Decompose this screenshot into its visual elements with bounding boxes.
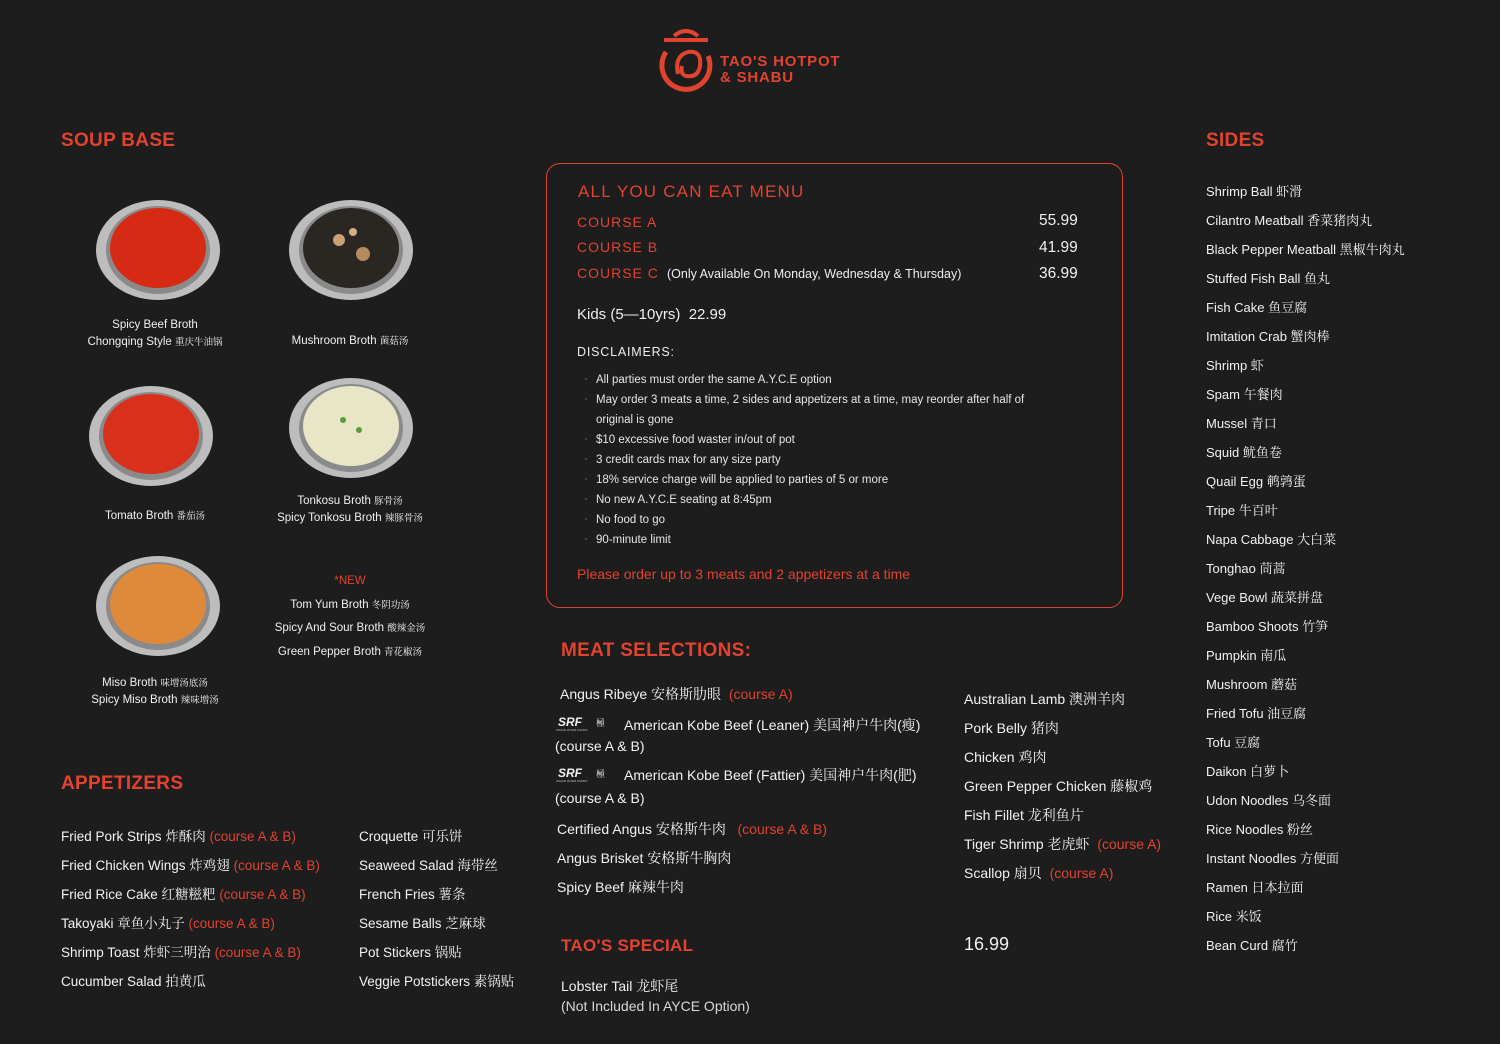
side-item: Tripe 牛百叶 (1206, 503, 1278, 518)
side-item: Quail Egg 鹌鹑蛋 (1206, 474, 1306, 489)
appetizer-name: Cucumber Salad 拍黄瓜 (61, 974, 206, 989)
soup-name-line2: Spicy Tonkosu Broth (277, 512, 382, 524)
appetizer-name: Takoyaki 章鱼小丸子 (61, 916, 185, 931)
side-item: Fish Cake 鱼豆腐 (1206, 300, 1308, 315)
soup-name: Tom Yum Broth (290, 598, 369, 611)
side-item: Stuffed Fish Ball 鱼丸 (1206, 271, 1331, 286)
side-item: Cilantro Meatball 香菜猪肉丸 (1206, 213, 1373, 228)
kids-price: 22.99 (688, 306, 727, 323)
meat-heading: MEAT SELECTIONS: (561, 640, 752, 661)
srf-logo-subtext: SNAKE RIVER FARMS (556, 779, 588, 783)
soup-name-zh: 青花椒汤 (384, 646, 423, 658)
disclaimer-item: May order 3 meats a time, 2 sides and appetizers at a time, may reorder after half of (596, 394, 1025, 406)
course-tag: (course A & B) (233, 858, 320, 873)
appetizer-item: Veggie Potstickers 素锅贴 (359, 974, 515, 989)
course-tag: (course A & B) (214, 945, 301, 960)
kids-price-line (577, 306, 726, 323)
soup-name: Mushroom Broth (291, 335, 377, 347)
side-item: Shrimp Ball 虾滑 (1206, 184, 1303, 199)
side-item: Black Pepper Meatball 黑椒牛肉丸 (1206, 242, 1405, 257)
side-item: Bamboo Shoots 竹笋 (1206, 619, 1329, 634)
side-item: Mushroom 蘑菇 (1206, 677, 1298, 692)
bullet: · (584, 473, 588, 485)
soup-name-zh: 味增汤底汤 (160, 678, 208, 689)
sides-heading: SIDES (1206, 130, 1265, 151)
tomato-broth-bowl (83, 378, 219, 490)
soup-name-zh: 重庆牛油锅 (175, 337, 223, 348)
svg-text:極: 極 (596, 770, 606, 780)
meat-item: Green Pepper Chicken 藤椒鸡 (964, 778, 1153, 794)
side-item: Shrimp 虾 (1206, 358, 1264, 373)
soup-name: Tomato Broth (104, 510, 174, 522)
meat-item: Spicy Beef 麻辣牛肉 (557, 879, 684, 895)
spicy-beef-broth-bowl (90, 192, 226, 304)
appetizer-name: Fried Pork Strips 炸酥肉 (61, 829, 206, 844)
meat-name: Scallop 扇贝 (964, 865, 1042, 881)
soup-name-zh: 菌菇汤 (379, 336, 409, 347)
special-note: (Not Included In AYCE Option) (561, 998, 750, 1014)
course-c-price: 36.99 (1039, 265, 1078, 282)
side-item: Vege Bowl 蔬菜拼盘 (1206, 590, 1324, 605)
soup-name-zh: 冬阴功汤 (371, 599, 410, 611)
soup-name: Miso Broth (102, 677, 158, 689)
miso-broth-label (60, 675, 250, 709)
side-item: Napa Cabbage 大白菜 (1206, 532, 1337, 547)
bullet: · (584, 453, 588, 465)
bullet: · (584, 493, 588, 505)
appetizer-name: Fried Chicken Wings 炸鸡翅 (61, 858, 230, 873)
bullet: · (584, 513, 588, 525)
tomato-broth-label (60, 508, 250, 525)
course-tag: (course A & B) (555, 790, 645, 806)
side-item: Squid 鱿鱼卷 (1206, 445, 1282, 460)
side-item: Imitation Crab 蟹肉棒 (1206, 329, 1330, 344)
course-b-price: 41.99 (1039, 239, 1078, 256)
soup-name-line2: Spicy Miso Broth (91, 694, 178, 706)
disclaimer-item: No food to go (596, 514, 666, 526)
miso-broth-bowl (90, 548, 226, 660)
meat-item: Angus Brisket 安格斯牛胸肉 (557, 850, 732, 866)
side-item: Tonghao 茼蒿 (1206, 561, 1286, 576)
special-price: 16.99 (964, 934, 1010, 954)
soup-heading: SOUP BASE (61, 130, 176, 151)
meat-item: Chicken 鸡肉 (964, 749, 1047, 765)
meat-item (964, 863, 1113, 883)
side-item: Rice 米饭 (1206, 909, 1262, 924)
side-item: Pumpkin 南瓜 (1206, 648, 1287, 663)
mushroom-broth-label (255, 333, 445, 350)
side-item: Bean Curd 腐竹 (1206, 938, 1298, 953)
disclaimer-item: original is gone (596, 414, 674, 426)
disclaimer-item: 90-minute limit (596, 534, 671, 546)
bullet: · (584, 533, 588, 545)
appetizer-item (61, 970, 206, 990)
side-item: Spam 午餐肉 (1206, 387, 1283, 402)
srf-logo-text: SRF (558, 766, 582, 780)
meat-item: Fish Fillet 龙利鱼片 (964, 807, 1084, 823)
meat-item (964, 834, 1161, 854)
appetizer-item: Sesame Balls 芝麻球 (359, 916, 486, 931)
bullet: · (584, 433, 588, 445)
side-item: Fried Tofu 油豆腐 (1206, 706, 1307, 721)
ayce-footer-note: Please order up to 3 meats and 2 appetizers at a time (577, 566, 911, 582)
disclaimers-title: DISCLAIMERS: (577, 345, 675, 359)
appetizer-item (61, 912, 275, 932)
meat-item: Pork Belly 猪肉 (964, 720, 1059, 736)
appetizer-item: Pot Stickers 锅贴 (359, 945, 462, 960)
side-item: Rice Noodles 粉丝 (1206, 822, 1313, 837)
spicy-beef-broth-label (60, 317, 250, 351)
disclaimer-item: $10 excessive food waster in/out of pot (596, 434, 795, 446)
side-item: Ramen 日本拉面 (1206, 880, 1304, 895)
soup-name-zh: 番茄汤 (176, 511, 206, 522)
soup-name: Green Pepper Broth (277, 645, 381, 658)
brand-name (720, 54, 840, 86)
snake-river-farms-logo (556, 714, 614, 732)
soup-name-zh: 酸辣金汤 (387, 623, 426, 634)
course-a-label: COURSE A (577, 214, 658, 230)
snake-river-farms-logo (556, 765, 614, 783)
side-item: Mussel 青口 (1206, 416, 1277, 431)
tonkosu-broth-label (255, 493, 445, 527)
side-item: Instant Noodles 方便面 (1206, 851, 1339, 866)
appetizer-item (61, 883, 306, 903)
soup-name: Spicy And Sour Broth (274, 622, 385, 634)
ayce-title: ALL YOU CAN EAT MENU (578, 182, 805, 201)
course-tag: (course A & B) (737, 821, 827, 837)
course-b-label: COURSE B (577, 239, 659, 255)
srf-logo-subtext: SNAKE RIVER FARMS (556, 728, 588, 732)
new-label: *NEW (334, 575, 366, 587)
soup-name-zh: 辣豚骨汤 (384, 513, 423, 524)
side-item: Udon Noodles 乌冬面 (1206, 793, 1331, 808)
soup-name-zh: 辣味增汤 (180, 695, 219, 706)
course-tag: (course A) (728, 686, 793, 702)
disclaimer-item: 18% service charge will be applied to parties of 5 or more (596, 474, 889, 486)
appetizers-heading: APPETIZERS (61, 773, 184, 794)
course-tag: (course A) (1097, 836, 1162, 852)
appetizer-name: Shrimp Toast 炸虾三明治 (61, 945, 211, 960)
appetizer-item: Croquette 可乐饼 (359, 829, 463, 844)
meat-item: Australian Lamb 澳洲羊肉 (964, 691, 1126, 707)
appetizer-item (61, 854, 320, 874)
meat-item: American Kobe Beef (Leaner) 美国神户牛肉(瘦) (624, 717, 921, 733)
brand-line2: & SHABU (720, 69, 794, 86)
soup-name: Spicy Beef Broth (112, 319, 198, 331)
course-tag: (course A & B) (188, 916, 275, 931)
course-c-note: (Only Available On Monday, Wednesday & Thursday) (667, 267, 962, 281)
new-broths (255, 570, 445, 664)
course-tag: (course A & B) (209, 829, 296, 844)
tonkosu-broth-bowl (283, 370, 419, 482)
disclaimer-item: No new A.Y.C.E seating at 8:45pm (596, 494, 772, 506)
side-item: Tofu 豆腐 (1206, 735, 1261, 750)
mushroom-broth-bowl (283, 192, 419, 304)
soup-name-line2: Chongqing Style (87, 336, 172, 348)
soup-name: Tonkosu Broth (297, 495, 371, 507)
meat-name: Tiger Shrimp 老虎虾 (964, 836, 1090, 852)
special-item: Lobster Tail 龙虾尾 (561, 978, 679, 994)
course-tag: (course A & B) (219, 887, 306, 902)
meat-item (557, 819, 827, 839)
srf-logo-text: SRF (558, 715, 582, 729)
meat-item (560, 684, 793, 704)
course-c-label: COURSE C (577, 265, 659, 281)
course-tag: (course A & B) (555, 738, 645, 754)
special-heading: TAO'S SPECIAL (561, 936, 694, 955)
bullet: · (584, 393, 588, 405)
course-a-price: 55.99 (1039, 212, 1078, 229)
meat-item: American Kobe Beef (Fattier) 美国神户牛肉(肥) (624, 767, 917, 783)
meat-name: Certified Angus 安格斯牛肉 (557, 821, 726, 837)
meat-name: Angus Ribeye 安格斯肋眼 (560, 686, 722, 702)
appetizer-name: Fried Rice Cake 红糖糍粑 (61, 887, 216, 902)
bullet: · (584, 373, 588, 385)
appetizer-item (61, 825, 296, 845)
kids-label: Kids (5—10yrs) (577, 306, 681, 323)
svg-text:極: 極 (596, 719, 606, 729)
appetizer-item: Seaweed Salad 海带丝 (359, 858, 498, 873)
disclaimer-item: All parties must order the same A.Y.C.E option (596, 374, 832, 386)
course-tag: (course A) (1049, 865, 1114, 881)
brand-line1: TAO'S HOTPOT (720, 53, 841, 70)
appetizer-item (61, 941, 301, 961)
appetizer-item: French Fries 薯条 (359, 887, 466, 902)
soup-name-zh: 豚骨汤 (374, 496, 403, 507)
side-item: Daikon 白萝卜 (1206, 764, 1290, 779)
disclaimer-item: 3 credit cards max for any size party (596, 454, 781, 466)
